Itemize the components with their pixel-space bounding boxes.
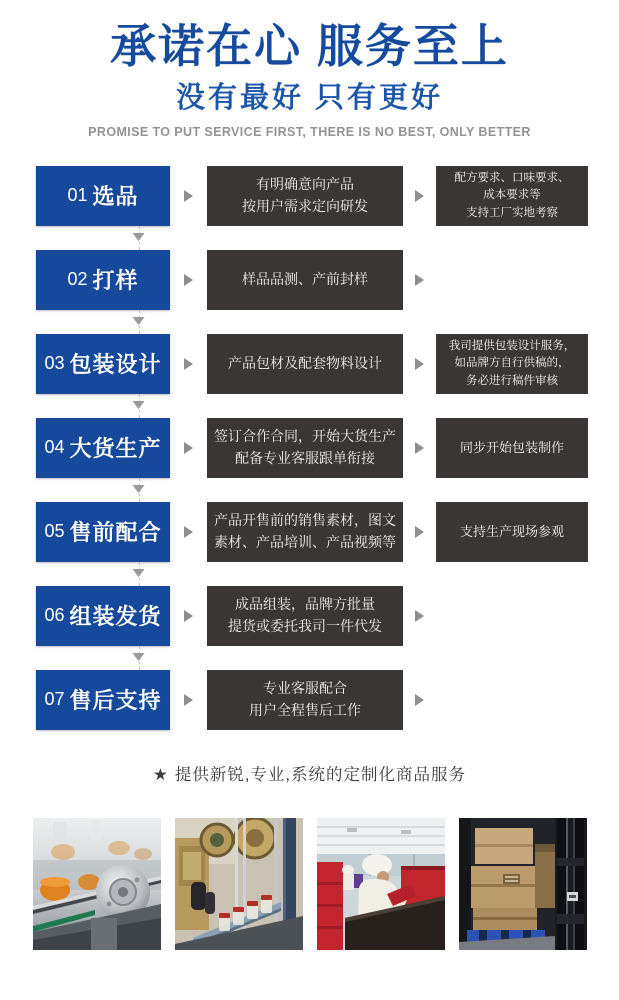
step-note-box xyxy=(436,502,588,562)
arrow-right-icon xyxy=(415,358,424,370)
photo-graphic xyxy=(33,818,161,950)
step-note-line: 成本要求等 xyxy=(483,189,541,202)
arrow-down-connector xyxy=(132,394,146,418)
step-main-line: 素材、产品培训、产品视频等 xyxy=(214,533,396,550)
footer-slogan xyxy=(0,761,619,785)
arrow-gap xyxy=(403,586,436,646)
step-main-box xyxy=(207,670,403,730)
step-main-line: 用户全程售后工作 xyxy=(249,701,361,718)
arrow-right-icon xyxy=(415,694,424,706)
step-name: 打样 xyxy=(92,268,139,294)
arrow-right-icon xyxy=(184,274,193,286)
arrow-gap xyxy=(403,670,436,730)
step-badge-03 xyxy=(36,334,170,394)
photo-graphic xyxy=(317,818,445,950)
step-badge-06 xyxy=(36,586,170,646)
step-main-line: 产品开售前的销售素材，图文 xyxy=(214,512,396,529)
step-note-line: 如品牌方自行供稿的， xyxy=(454,357,570,370)
step-name: 售前配合 xyxy=(69,520,162,546)
arrow-down-connector xyxy=(132,226,146,250)
step-main-box xyxy=(207,334,403,394)
process-step-row-3 xyxy=(36,334,619,394)
step-number: 07 xyxy=(44,689,65,710)
arrow-gap xyxy=(170,670,207,730)
step-main-line: 有明确意向产品 xyxy=(256,176,354,193)
arrow-right-icon xyxy=(184,694,193,706)
step-note-line: 务必进行稿件审核 xyxy=(466,374,558,387)
step-note-box xyxy=(436,418,588,478)
step-note-line: 配方要求、口味要求、 xyxy=(454,172,570,185)
process-step-row-7 xyxy=(36,670,619,730)
arrow-down-connector xyxy=(132,478,146,502)
star-icon: ★ xyxy=(153,765,169,784)
arrow-gap xyxy=(403,166,436,226)
arrow-down-connector xyxy=(132,562,146,586)
step-name: 包装设计 xyxy=(69,352,162,378)
page-header xyxy=(0,0,619,139)
step-name: 大货生产 xyxy=(69,436,162,462)
arrow-gap xyxy=(170,586,207,646)
arrow-gap xyxy=(170,166,207,226)
step-number: 02 xyxy=(67,269,88,290)
arrow-right-icon xyxy=(184,442,193,454)
step-note-box xyxy=(436,166,588,226)
arrow-right-icon xyxy=(184,190,193,202)
arrow-right-icon xyxy=(184,610,193,622)
process-step-row-6 xyxy=(36,586,619,646)
photo-graphic xyxy=(459,818,587,950)
arrow-right-icon xyxy=(415,442,424,454)
page-subtitle: 没有最好 只有更好 xyxy=(175,81,444,114)
step-name: 选品 xyxy=(92,184,139,210)
process-flow xyxy=(36,166,619,730)
arrow-gap xyxy=(170,418,207,478)
step-number: 01 xyxy=(67,185,88,206)
step-badge-05 xyxy=(36,502,170,562)
process-step-row-1 xyxy=(36,166,619,226)
process-step-row-2 xyxy=(36,250,619,310)
step-main-box xyxy=(207,586,403,646)
step-main-box xyxy=(207,418,403,478)
photo-red-box-packing xyxy=(317,818,445,950)
arrow-gap xyxy=(403,250,436,310)
photo-jar-capping-line xyxy=(175,818,303,950)
arrow-down-connector xyxy=(132,310,146,334)
step-main-line: 专业客服配合 xyxy=(263,680,347,697)
step-main-line: 签订合作合同，开始大货生产 xyxy=(214,428,396,445)
arrow-down-connector xyxy=(132,646,146,670)
step-note-box xyxy=(436,334,588,394)
footer-text: 提供新锐,专业,系统的定制化商品服务 xyxy=(174,765,466,784)
step-note-line: 支持生产现场参观 xyxy=(459,524,564,540)
arrow-right-icon xyxy=(415,526,424,538)
arrow-gap xyxy=(403,502,436,562)
step-main-line: 成品组装，品牌方批量 xyxy=(235,596,375,613)
arrow-down-icon xyxy=(133,653,145,661)
photo-filling-line-orange-cups xyxy=(33,818,161,950)
step-number: 03 xyxy=(44,353,65,374)
arrow-right-icon xyxy=(415,610,424,622)
step-badge-01 xyxy=(36,166,170,226)
factory-photo-strip xyxy=(0,818,619,950)
arrow-down-icon xyxy=(133,401,145,409)
step-main-line: 配备专业客服跟单衔接 xyxy=(235,449,375,466)
step-name: 售后支持 xyxy=(69,688,162,714)
step-number: 06 xyxy=(44,605,65,626)
arrow-right-icon xyxy=(415,190,424,202)
arrow-gap xyxy=(403,418,436,478)
arrow-down-icon xyxy=(133,569,145,577)
step-main-box xyxy=(207,166,403,226)
arrow-gap xyxy=(403,334,436,394)
arrow-down-icon xyxy=(133,317,145,325)
process-step-row-4 xyxy=(36,418,619,478)
photo-graphic xyxy=(175,818,303,950)
arrow-right-icon xyxy=(415,274,424,286)
step-main-line: 样品品测、产前封样 xyxy=(242,271,368,288)
step-name: 组装发货 xyxy=(69,604,162,630)
step-note-line: 支持工厂实地考察 xyxy=(466,206,558,219)
step-main-line: 按用户需求定向研发 xyxy=(242,197,368,214)
arrow-right-icon xyxy=(184,526,193,538)
step-note-line: 同步开始包装制作 xyxy=(459,440,564,456)
arrow-down-icon xyxy=(133,485,145,493)
arrow-right-icon xyxy=(184,358,193,370)
arrow-gap xyxy=(170,502,207,562)
step-note-line: 我司提供包装设计服务， xyxy=(448,340,576,353)
step-main-line: 提货或委托我司一件代发 xyxy=(228,617,382,634)
step-main-box xyxy=(207,502,403,562)
step-badge-04 xyxy=(36,418,170,478)
page-title: 承诺在心 服务至上 xyxy=(110,20,509,72)
step-badge-02 xyxy=(36,250,170,310)
step-number: 04 xyxy=(44,437,65,458)
arrow-gap xyxy=(170,250,207,310)
step-main-box xyxy=(207,250,403,310)
step-badge-07 xyxy=(36,670,170,730)
process-step-row-5 xyxy=(36,502,619,562)
arrow-gap xyxy=(170,334,207,394)
arrow-down-icon xyxy=(133,233,145,241)
step-number: 05 xyxy=(44,521,65,542)
step-main-line: 产品包材及配套物料设计 xyxy=(228,355,382,372)
photo-forklift-loading xyxy=(459,818,587,950)
page-tagline-en: PROMISE TO PUT SERVICE FIRST, THERE IS NO BEST, ONLY BETTER xyxy=(88,124,531,139)
